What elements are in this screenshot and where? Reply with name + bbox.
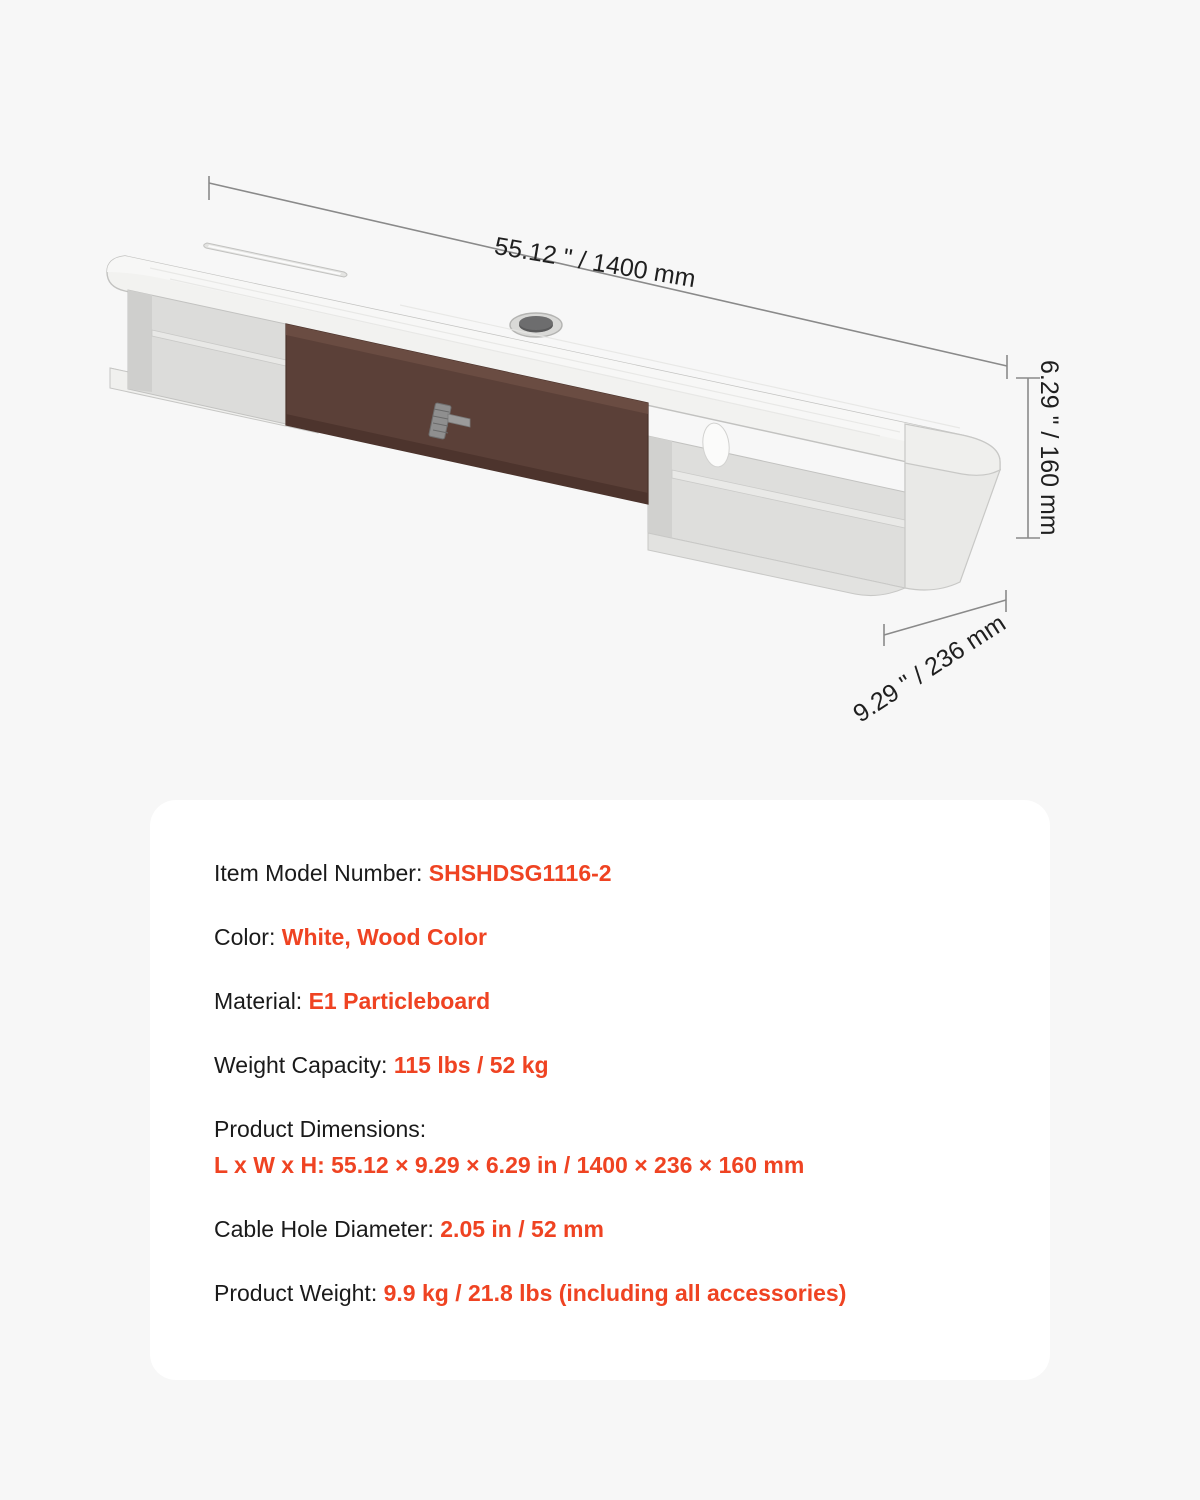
spec-row-model <box>214 858 986 889</box>
dimension-depth-label: 9.29 " / 236 mm <box>848 609 1011 729</box>
dimension-height-label: 6.29 " / 160 mm <box>1035 360 1063 536</box>
spec-row-material <box>214 986 986 1017</box>
spec-label-weight-capacity: Weight Capacity: <box>214 1052 394 1079</box>
console-body <box>107 243 1000 596</box>
spec-value-material: E1 Particleboard <box>308 988 491 1015</box>
spec-row-color <box>214 922 986 953</box>
spec-label-model: Item Model Number: <box>214 860 429 886</box>
spec-value-color: White, Wood Color <box>281 924 488 951</box>
specification-card <box>150 800 1050 1380</box>
spec-value-model: SHSHDSG1116-2 <box>428 860 612 886</box>
spec-value-product-weight: 9.9 kg / 21.8 lbs (including all accessories) <box>383 1280 847 1307</box>
spec-row-dimensions <box>214 1114 986 1181</box>
dimension-length-label: 55.12 " / 1400 mm <box>492 232 698 294</box>
cable-hole <box>510 313 562 337</box>
spec-row-product-weight <box>214 1278 986 1309</box>
top-groove <box>204 243 347 277</box>
spec-label-product-weight: Product Weight: <box>214 1280 384 1307</box>
spec-label-dimensions: Product Dimensions: <box>214 1116 427 1143</box>
spec-value-cable-hole: 2.05 in / 52 mm <box>440 1216 604 1243</box>
specification-list <box>214 858 986 1309</box>
spec-value-dimensions: L x W x H: 55.12 × 9.29 × 6.29 in / 1400 × 236 × 160 mm <box>214 1152 805 1179</box>
spec-label-material: Material: <box>214 988 309 1015</box>
spec-label-cable-hole: Cable Hole Diameter: <box>214 1216 441 1243</box>
spec-row-weight-capacity <box>214 1050 986 1081</box>
spec-value-weight-capacity: 115 lbs / 52 kg <box>393 1052 549 1079</box>
spec-row-cable-hole <box>214 1214 986 1245</box>
spec-label-color: Color: <box>214 924 282 951</box>
